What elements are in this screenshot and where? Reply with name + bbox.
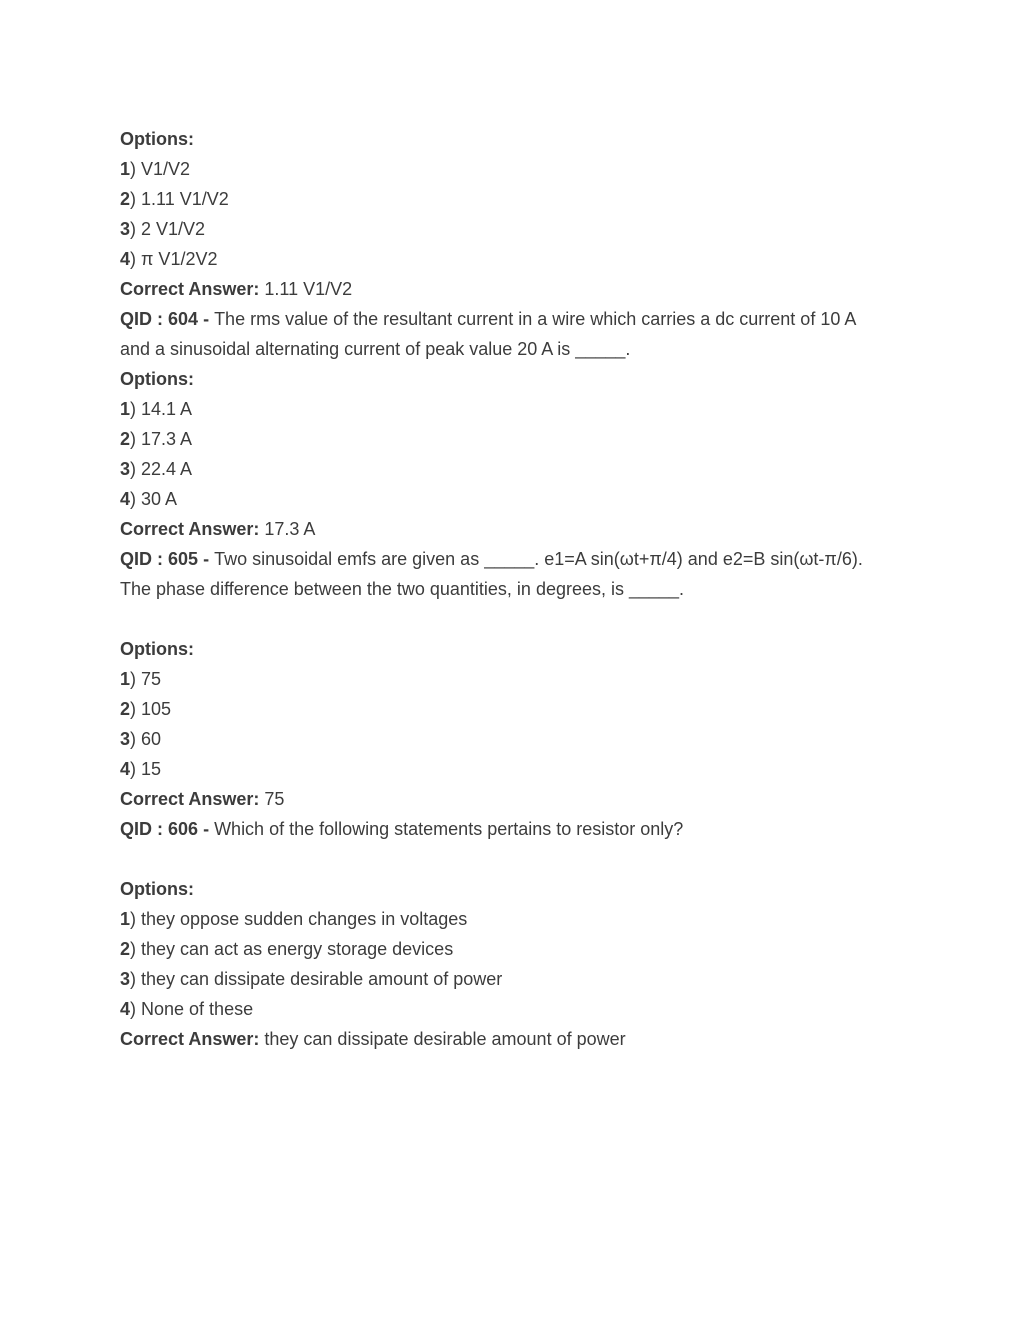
option-number: 3 [120, 969, 131, 989]
option-text: 22.4 A [141, 459, 193, 479]
option-item: 2) 105 [120, 699, 172, 719]
option-text: V1/V2 [141, 159, 191, 179]
option-number: 2 [120, 939, 131, 959]
spacer [120, 604, 863, 634]
option-item: 3) 2 V1/V2 [120, 219, 206, 239]
document-body [120, 124, 863, 1054]
options-heading [120, 364, 863, 394]
options-label: Options: [120, 879, 194, 899]
option-number: 4 [120, 489, 131, 509]
option-number: 1 [120, 909, 131, 929]
qid-label: QID : [120, 819, 163, 839]
correct-answer [120, 274, 863, 304]
option-number: 3 [120, 219, 131, 239]
option-item: 4) None of these [120, 999, 254, 1019]
option-text: 1.11 V1/V2 [141, 189, 229, 209]
question-text: Two sinusoidal emfs are given as _____. e1=A sin(ωt+π/4) and e2=B sin(ωt-π/6). [214, 549, 863, 569]
qid-label: QID : [120, 309, 163, 329]
option-text: None of these [141, 999, 254, 1019]
options-heading [120, 874, 863, 904]
option-number: 2 [120, 699, 131, 719]
option-item: 1) they oppose sudden changes in voltages [120, 909, 468, 929]
correct-answer-label: Correct Answer: [120, 789, 260, 809]
option-item: 1) 75 [120, 669, 162, 689]
qid-number: 604 [168, 309, 199, 329]
option-number: 2 [120, 429, 131, 449]
option-number: 1 [120, 159, 131, 179]
options-label: Options: [120, 369, 194, 389]
qid-separator: - [198, 309, 215, 329]
option-number: 4 [120, 999, 131, 1019]
option-number: 3 [120, 729, 131, 749]
option-item: 1) V1/V2 [120, 159, 191, 179]
option-number: 4 [120, 759, 131, 779]
option-text: they can dissipate desirable amount of power [141, 969, 503, 989]
question-header [120, 544, 863, 574]
option-item: 2) 1.11 V1/V2 [120, 189, 229, 209]
qid-separator: - [198, 549, 215, 569]
option-item: 3) 60 [120, 729, 162, 749]
option-number: 1 [120, 399, 131, 419]
qid-number: 606 [168, 819, 199, 839]
option-text: they oppose sudden changes in voltages [141, 909, 468, 929]
option-text: 2 V1/V2 [141, 219, 206, 239]
correct-answer-value: 17.3 A [264, 519, 316, 539]
option-text: 30 A [141, 489, 178, 509]
option-item: 2) they can act as energy storage devices [120, 939, 454, 959]
question-header [120, 304, 863, 334]
option-item: 4) 30 A [120, 489, 178, 509]
correct-answer-label: Correct Answer: [120, 1029, 260, 1049]
options-label: Options: [120, 639, 194, 659]
option-item: 4) 15 [120, 759, 162, 779]
spacer [120, 844, 863, 874]
option-text: 17.3 A [141, 429, 193, 449]
option-item: 3) they can dissipate desirable amount of power [120, 969, 503, 989]
correct-answer [120, 784, 863, 814]
question-text-line [120, 574, 863, 604]
question-text: Which of the following statements pertains to resistor only? [214, 819, 684, 839]
question-header [120, 814, 863, 844]
option-number: 2 [120, 189, 131, 209]
option-item: 2) 17.3 A [120, 429, 193, 449]
option-text: they can act as energy storage devices [141, 939, 454, 959]
question-text: The phase difference between the two quantities, in degrees, is _____. [120, 579, 685, 599]
correct-answer-value: they can dissipate desirable amount of power [264, 1029, 626, 1049]
correct-answer-value: 1.11 V1/V2 [264, 279, 353, 299]
correct-answer [120, 1024, 863, 1054]
qid-separator: - [198, 819, 215, 839]
option-text: 105 [141, 699, 172, 719]
option-text: 75 [141, 669, 162, 689]
option-number: 4 [120, 249, 131, 269]
question-text-line [120, 334, 863, 364]
question-text: and a sinusoidal alternating current of peak value 20 A is _____. [120, 339, 631, 359]
question-text: The rms value of the resultant current in a wire which carries a dc current of 10 A [214, 309, 857, 329]
options-heading [120, 634, 863, 664]
correct-answer-label: Correct Answer: [120, 519, 260, 539]
option-text: 60 [141, 729, 162, 749]
option-text: 15 [141, 759, 162, 779]
option-item: 3) 22.4 A [120, 459, 193, 479]
correct-answer-label: Correct Answer: [120, 279, 260, 299]
correct-answer-value: 75 [264, 789, 285, 809]
correct-answer [120, 514, 863, 544]
option-number: 1 [120, 669, 131, 689]
option-number: 3 [120, 459, 131, 479]
options-heading [120, 124, 863, 154]
options-label: Options: [120, 129, 194, 149]
option-item: 4) π V1/2V2 [120, 249, 218, 269]
qid-label: QID : [120, 549, 163, 569]
option-item: 1) 14.1 A [120, 399, 193, 419]
qid-number: 605 [168, 549, 199, 569]
option-text: 14.1 A [141, 399, 193, 419]
option-text: π V1/2V2 [141, 249, 218, 269]
